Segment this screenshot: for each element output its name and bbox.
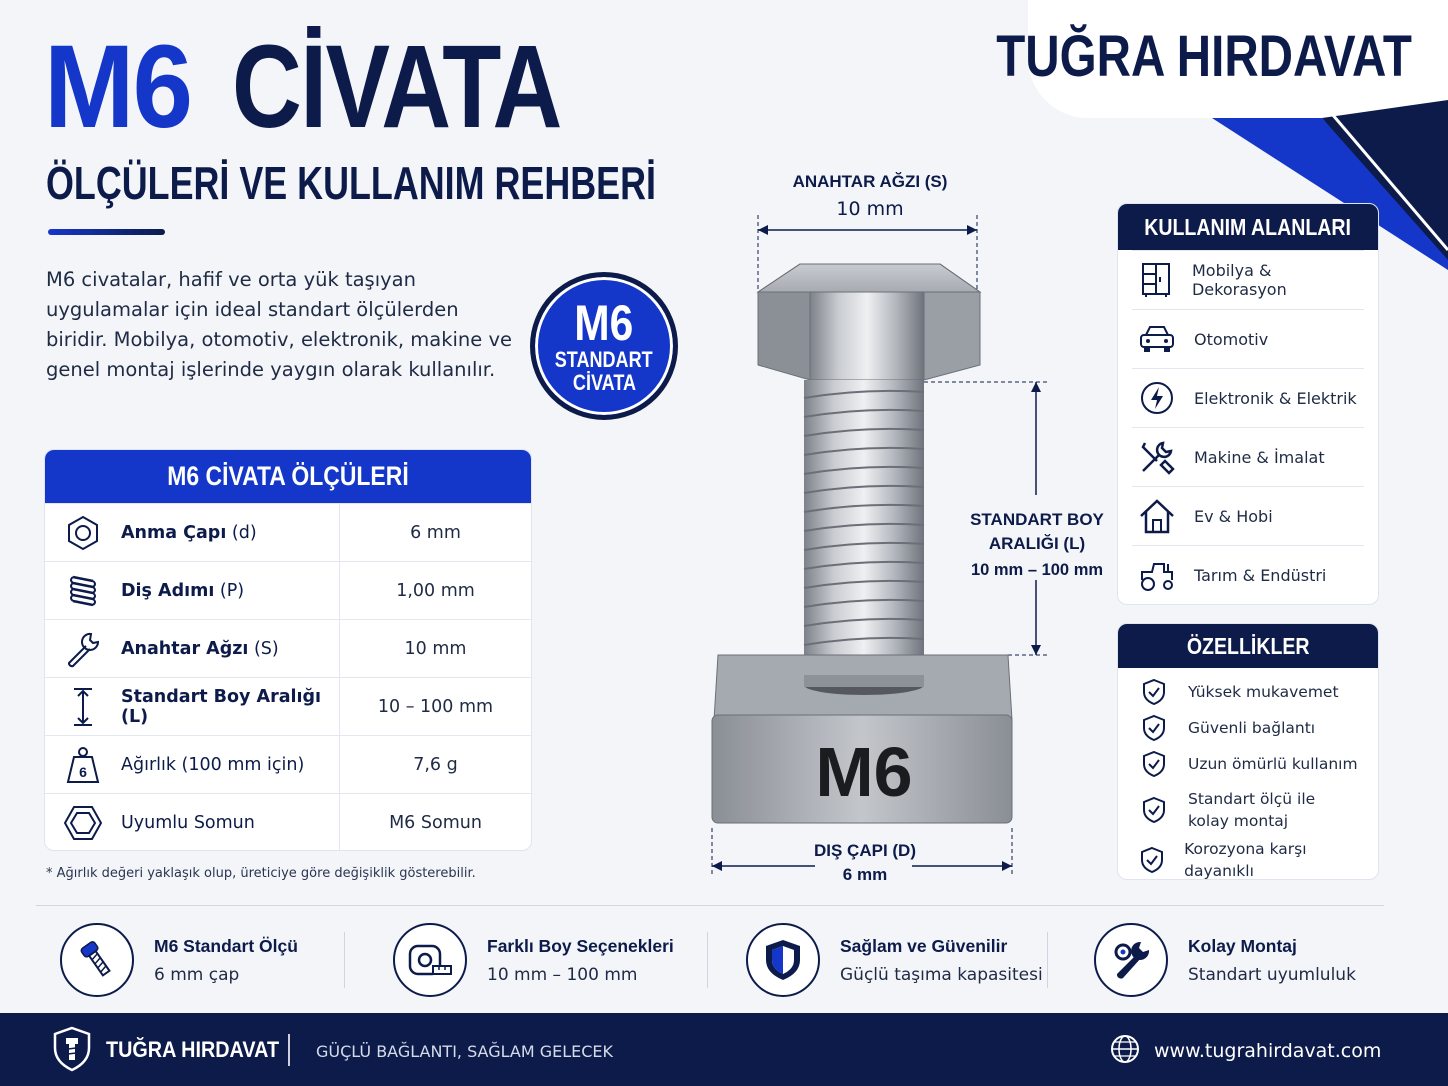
- bottom-feature: [746, 922, 1043, 998]
- weight-icon-text: 6: [79, 763, 87, 780]
- thread-spring-icon: [65, 571, 101, 611]
- length-dimension-label-2: ARALIĞI (L): [988, 534, 1086, 553]
- tape-measure-icon: [407, 940, 453, 980]
- table-row: [45, 677, 531, 735]
- usage-item-label: Makine & İmalat: [1194, 447, 1325, 467]
- row-label: Anma Çapı (d): [121, 522, 257, 543]
- row-value: M6 Somun: [339, 794, 531, 851]
- length-dimension: [962, 508, 1112, 584]
- badge-title: M6: [574, 294, 634, 351]
- intro-text: M6 civatalar, hafif ve orta yük taşıyan uygulamalar için ideal standart ölçülerden biridir. Mobilya, otomotiv, elektronik, makine ve genel montaj işlerinde yaygın olarak kullanılır.: [46, 268, 513, 381]
- feature-item-label: Korozyona karşı dayanıklı: [1184, 840, 1307, 880]
- row-value: 10 – 100 mm: [339, 678, 531, 735]
- list-item: [1132, 746, 1364, 782]
- length-dimension-label-1: STANDART BOY: [970, 510, 1104, 529]
- row-label: Uyumlu Somun: [121, 812, 255, 833]
- length-dimension-value: 10 mm – 100 mm: [970, 561, 1104, 579]
- wrench-dimension-value: 10 mm: [836, 198, 904, 220]
- bottom-feature-sub: 6 mm çap: [154, 964, 240, 985]
- table-row: [45, 735, 531, 793]
- usage-item-label: Elektronik & Elektrik: [1194, 388, 1357, 408]
- list-item: [1132, 427, 1364, 486]
- diameter-dimension-value: 6 mm: [842, 865, 888, 884]
- features-card: [1117, 623, 1379, 880]
- row-value: 10 mm: [339, 620, 531, 677]
- title-underline: [48, 229, 165, 235]
- car-icon: [1138, 323, 1176, 355]
- bottom-feature-title: Sağlam ve Güvenilir: [840, 935, 1008, 956]
- separator: [707, 932, 708, 988]
- footer-brand: TUĞRA HIRDAVAT: [106, 1037, 280, 1062]
- list-item: [1132, 486, 1364, 545]
- bottom-feature-sub: Güçlü taşıma kapasitesi: [840, 964, 1043, 985]
- title-civata: CİVATA: [232, 21, 561, 153]
- row-label: Diş Adımı (P): [121, 580, 245, 601]
- separator: [344, 932, 345, 988]
- usage-item-label: Mobilya & Dekorasyon: [1191, 261, 1287, 299]
- subtitle: ÖLÇÜLERİ VE KULLANIM REHBERİ: [46, 157, 656, 209]
- usage-item-label: Ev & Hobi: [1194, 506, 1273, 526]
- bottom-feature: [393, 922, 674, 998]
- table-row: [45, 503, 531, 561]
- lightning-icon: [1139, 380, 1175, 416]
- shield-check-icon: [1142, 714, 1166, 742]
- cabinet-icon: [1140, 262, 1172, 298]
- row-label: Standart Boy Aralığı (L): [121, 686, 322, 727]
- title-m6: M6: [44, 21, 192, 153]
- dimensions-table-header: [45, 450, 531, 503]
- usage-item-label: Otomotiv: [1194, 329, 1269, 349]
- hex-nut-icon: [65, 515, 101, 551]
- table-row: [45, 793, 531, 851]
- row-value: 1,00 mm: [339, 562, 531, 619]
- shield-check-icon: [1142, 796, 1166, 824]
- brand-logo-text: TUĞRA HIRDAVAT: [996, 24, 1412, 89]
- list-item: [1132, 782, 1364, 838]
- dimensions-table: [44, 449, 532, 851]
- list-item: [1132, 309, 1364, 368]
- footer-separator: [288, 1034, 290, 1066]
- bottom-feature: [60, 922, 298, 998]
- shield-check-icon: [1140, 846, 1164, 874]
- footer-shield-logo-icon: [52, 1026, 92, 1072]
- footer-website-link[interactable]: www.tugrahirdavat.com: [1154, 1040, 1382, 1062]
- tractor-icon: [1138, 558, 1176, 592]
- table-row: [45, 619, 531, 677]
- bottom-feature-title: Farklı Boy Seçenekleri: [487, 935, 674, 956]
- block-m6-text: M6: [815, 733, 913, 811]
- weight-icon: [64, 745, 102, 785]
- length-arrows-icon: [68, 687, 98, 727]
- bottom-feature-title: M6 Standart Ölçü: [154, 935, 298, 956]
- footer-slogan: GÜÇLÜ BAĞLANTI, SAĞLAM GELECEK: [316, 1042, 614, 1061]
- features-header: [1118, 624, 1378, 668]
- screw-icon: [76, 939, 118, 981]
- features-title: ÖZELLİKLER: [1186, 632, 1310, 659]
- badge-line-2: CİVATA: [572, 370, 636, 395]
- feature-item-label: Uzun ömürlü kullanım: [1188, 755, 1358, 773]
- shield-check-icon: [1142, 678, 1166, 706]
- list-item: [1132, 674, 1364, 710]
- wrench-bolt-icon: [1109, 938, 1153, 982]
- dimensions-table-title: M6 CİVATA ÖLÇÜLERİ: [167, 461, 409, 491]
- row-value: 7,6 g: [339, 736, 531, 793]
- feature-item-label: Standart ölçü ile kolay montaj: [1188, 790, 1316, 830]
- diameter-dimension: [795, 841, 935, 885]
- usage-item-label: Tarım & Endüstri: [1194, 565, 1327, 585]
- list-item: [1132, 368, 1364, 427]
- row-value: 6 mm: [339, 504, 531, 561]
- wrench-icon: [64, 630, 102, 668]
- wrench-dimension-label: ANAHTAR AĞZI (S): [792, 172, 948, 191]
- bottom-feature: [1094, 922, 1356, 998]
- hex-outline-icon: [64, 805, 102, 841]
- row-label: Anahtar Ağzı (S): [121, 638, 279, 659]
- feature-item-label: Güvenli bağlantı: [1188, 719, 1316, 737]
- badge-line-1: STANDART: [555, 346, 653, 372]
- feature-item-label: Yüksek mukavemet: [1188, 683, 1339, 701]
- list-item: [1132, 250, 1364, 309]
- bottom-feature-sub: Standart uyumluluk: [1188, 964, 1356, 985]
- usage-areas-header: [1118, 204, 1378, 250]
- list-item: [1132, 710, 1364, 746]
- bottom-feature-title: Kolay Montaj: [1188, 935, 1297, 956]
- usage-areas-title: KULLANIM ALANLARI: [1144, 213, 1352, 240]
- shield-check-icon: [1142, 750, 1166, 778]
- row-label: Ağırlık (100 mm için): [121, 754, 305, 775]
- tools-icon: [1139, 439, 1175, 475]
- list-item: [1132, 838, 1364, 880]
- globe-icon: [1110, 1034, 1140, 1064]
- usage-areas-card: [1117, 203, 1379, 605]
- m6-standard-badge: [530, 272, 678, 420]
- bottom-feature-sub: 10 mm – 100 mm: [487, 964, 638, 985]
- shield-icon: [763, 938, 803, 982]
- table-row: [45, 561, 531, 619]
- wrench-dimension: [760, 172, 980, 220]
- list-item: [1132, 545, 1364, 604]
- house-icon: [1139, 498, 1175, 534]
- divider: [36, 905, 1384, 906]
- separator: [1047, 932, 1048, 988]
- footnote: * Ağırlık değeri yaklaşık olup, üreticiye göre değişiklik gösterebilir.: [46, 866, 476, 881]
- diameter-dimension-label: DIŞ ÇAPI (D): [814, 841, 916, 860]
